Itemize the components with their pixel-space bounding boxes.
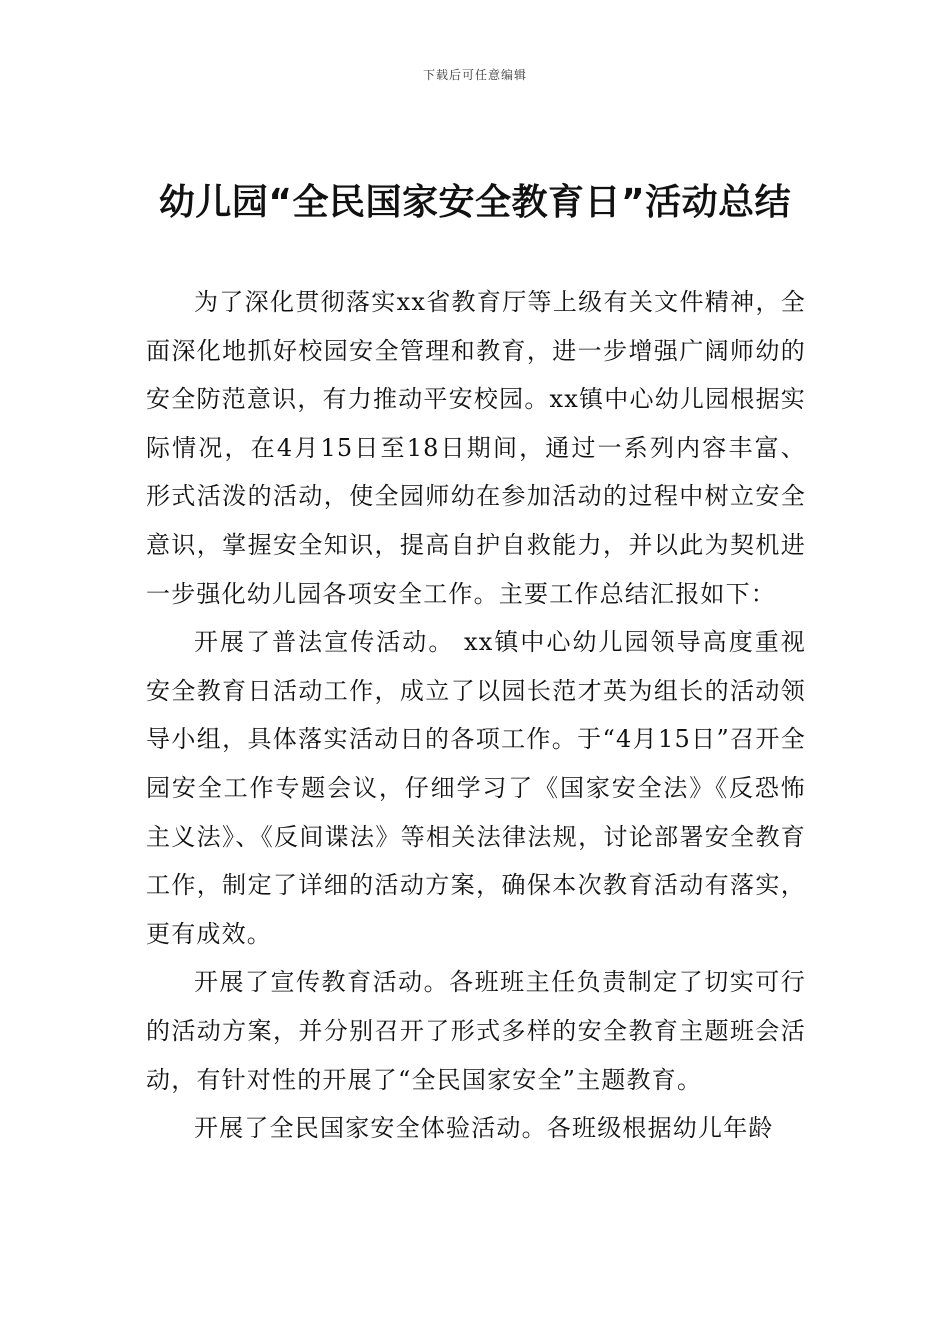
document-body — [146, 278, 806, 1153]
paragraph-experience: 开展了全民国家安全体验活动。各班级根据幼儿年龄 — [194, 1114, 774, 1143]
document-title: 幼儿园“全民国家安全教育日”活动总结 — [158, 182, 792, 223]
paragraph-intro: 为了深化贯彻落实xx省教育厅等上级有关文件精神，全面深化地抓好校园安全管理和教育，进一步增强广阔师幼的安全防范意识，有力推动平安校园。xx镇中心幼儿园根据实际情况，在4月15日至18日期间，通过一系列内容丰富、形式活泼的活动，使全园师幼在参加活动的过程中树立安全意识，掌握安全知识，提高自护自救能力，并以此为契机进一步强化幼儿园各项安全工作。主要工作总结汇报如下： — [146, 288, 806, 608]
header-note: 下载后可任意编辑 — [422, 68, 527, 82]
paragraph-law-publicity: 开展了普法宣传活动。 xx镇中心幼儿园领导高度重视安全教育日活动工作，成立了以园长范才英为组长的活动领导小组，具体落实活动日的各项工作。于“4月15日”召开全园安全工作专题会议，仔细学习了《国家安全法》《反恐怖主义法》、《反间谍法》等相关法律法规，讨论部署安全教育工作，制定了详细的活动方案，确保本次教育活动有落实，更有成效。 — [146, 628, 806, 948]
paragraph-education: 开展了宣传教育活动。各班班主任负责制定了切实可行的活动方案，并分别召开了形式多样的安全教育主题班会活动，有针对性的开展了“全民国家安全”主题教育。 — [146, 968, 806, 1094]
